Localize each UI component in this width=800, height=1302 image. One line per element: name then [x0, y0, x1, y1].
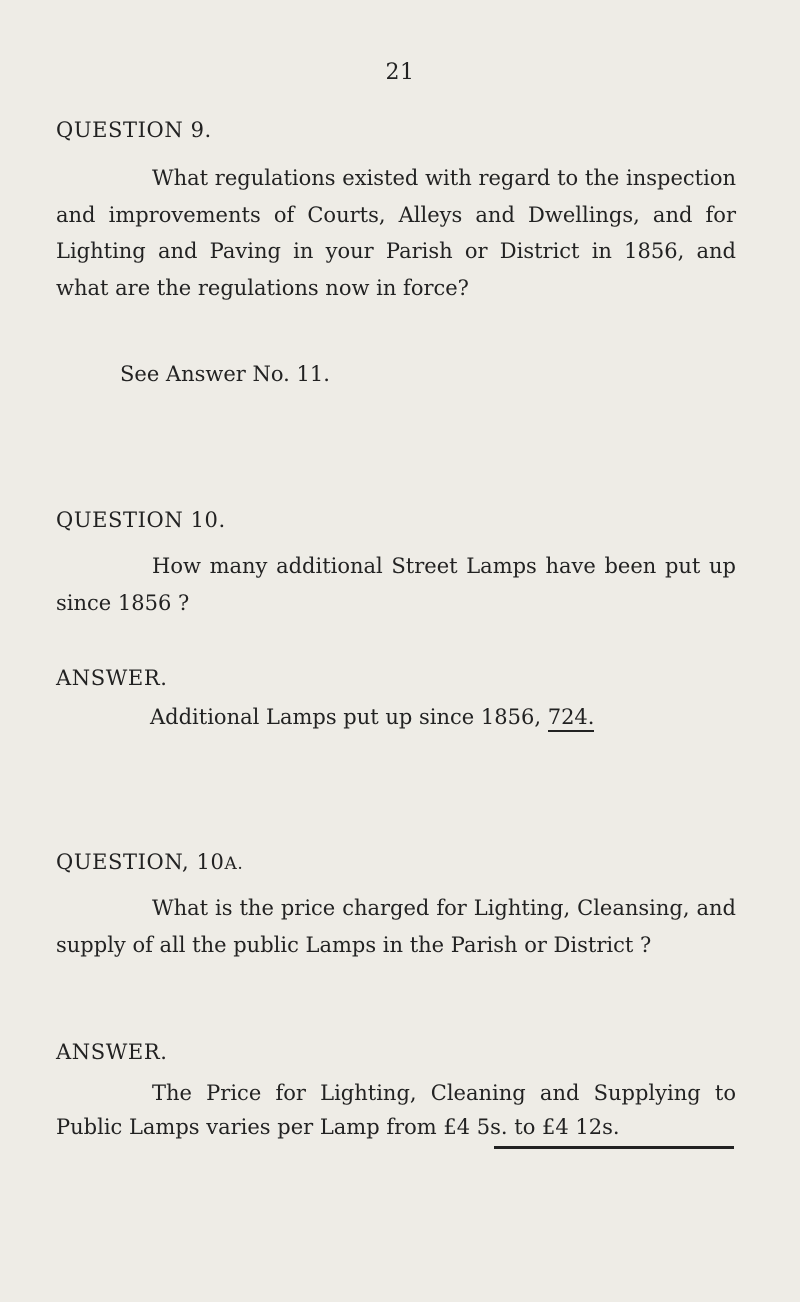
question-10a-answer-heading: ANSWER.: [56, 1040, 168, 1064]
question-9-heading: QUESTION 9.: [56, 118, 212, 142]
page-number: 21: [385, 60, 415, 85]
question-10-answer-text: Additional Lamps put up since 1856,: [150, 705, 542, 729]
question-9-answer: See Answer No. 11.: [120, 362, 330, 386]
question-10a-heading: [56, 850, 243, 874]
question-10-text: How many additional Street Lamps have been put up since 1856 ?: [56, 554, 736, 615]
question-10a-text: What is the price charged for Lighting, Cleansing, and supply of all the public Lamps in the Parish or District ?: [56, 896, 736, 957]
answer-underline: [494, 1146, 734, 1149]
question-10a-answer: The Price for Lighting, Cleaning and Supplying to Public Lamps varies per Lamp from £4 5s. to £4 12s.: [56, 1081, 736, 1139]
question-10-answer-heading: ANSWER.: [56, 666, 168, 690]
question-9-text: What regulations existed with regard to the inspection and improvements of Courts, Alleys and Dwellings, and for Lighting and Paving in your Parish or District in 1856, and what are the regulations now in force?: [56, 166, 736, 300]
question-10a-heading-text: QUESTION, 10: [56, 850, 225, 874]
question-10-heading: QUESTION 10.: [56, 508, 226, 532]
question-10a-heading-suffix: A.: [224, 854, 244, 874]
question-10-answer: [150, 705, 594, 729]
question-10-answer-value: 724.: [548, 705, 595, 732]
